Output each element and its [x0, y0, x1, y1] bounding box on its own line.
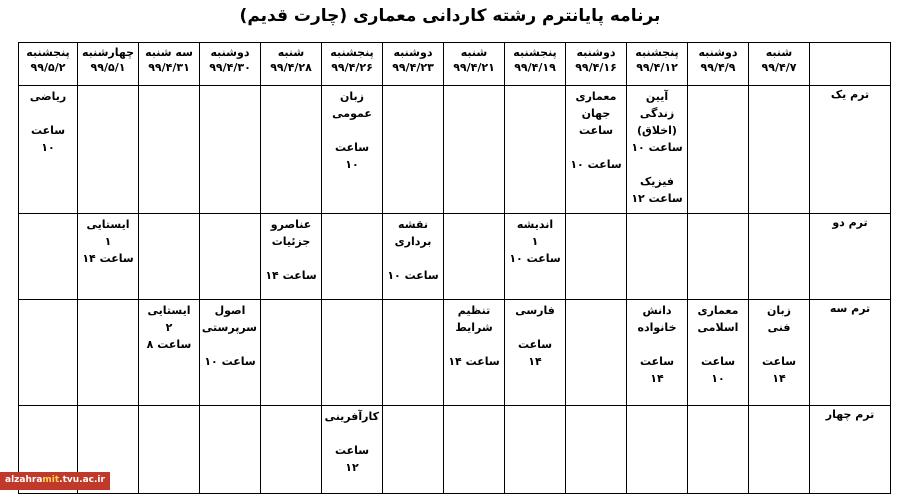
schedule-cell — [505, 86, 566, 214]
schedule-cell — [627, 214, 688, 300]
schedule-cell: نقشه برداری ساعت ۱۰ — [383, 214, 444, 300]
schedule-cell — [627, 406, 688, 494]
row-label: ترم سه — [810, 300, 891, 406]
schedule-cell — [444, 406, 505, 494]
schedule-cell — [566, 406, 627, 494]
schedule-cell — [566, 300, 627, 406]
schedule-cell: معماری جهان ساعت ساعت ۱۰ — [566, 86, 627, 214]
schedule-cell — [383, 86, 444, 214]
schedule-cell — [444, 214, 505, 300]
schedule-cell — [200, 86, 261, 214]
table-row — [19, 406, 891, 494]
schedule-cell: ریاضی ساعت ۱۰ — [19, 86, 78, 214]
column-header: شنبه ۹۹/۴/۷ — [749, 43, 810, 86]
column-header: شنبه ۹۹/۴/۲۸ — [261, 43, 322, 86]
schedule-cell: اندیشه ۱ ساعت ۱۰ — [505, 214, 566, 300]
corner-cell — [810, 43, 891, 86]
schedule-cell — [261, 86, 322, 214]
schedule-cell: معماری اسلامی ساعت ۱۰ — [688, 300, 749, 406]
schedule-cell — [322, 300, 383, 406]
schedule-cell: ایستایی ۲ ساعت ۸ — [139, 300, 200, 406]
schedule-cell: آیین زندگی (اخلاق) ساعت ۱۰ فیزیک ساعت ۱۲ — [627, 86, 688, 214]
schedule-cell — [261, 406, 322, 494]
schedule-cell — [444, 86, 505, 214]
schedule-cell — [749, 214, 810, 300]
schedule-cell — [749, 406, 810, 494]
schedule-cell — [261, 300, 322, 406]
exam-schedule-table — [18, 42, 891, 494]
table-row — [19, 214, 891, 300]
schedule-cell — [688, 214, 749, 300]
schedule-cell — [688, 406, 749, 494]
schedule-wrapper — [18, 42, 891, 490]
schedule-cell — [383, 406, 444, 494]
schedule-cell — [19, 300, 78, 406]
column-header: پنجشنبه ۹۹/۴/۱۹ — [505, 43, 566, 86]
page-title: برنامه پایانترم رشته کاردانی معماری (چارت قدیم) — [239, 6, 661, 26]
schedule-cell — [139, 214, 200, 300]
schedule-cell — [383, 300, 444, 406]
column-header: پنجشنبه ۹۹/۵/۲ — [19, 43, 78, 86]
schedule-cell — [749, 86, 810, 214]
schedule-cell — [139, 86, 200, 214]
site-watermark: alzahramit.tvu.ac.ir — [0, 472, 110, 490]
schedule-cell: تنظیم شرایط ساعت ۱۴ — [444, 300, 505, 406]
schedule-cell: کارآفرینی ساعت ۱۲ — [322, 406, 383, 494]
table-row — [19, 86, 891, 214]
column-header: دوشنبه ۹۹/۴/۱۶ — [566, 43, 627, 86]
column-header: پنجشنبه ۹۹/۴/۲۶ — [322, 43, 383, 86]
schedule-cell — [200, 214, 261, 300]
row-label: ترم یک — [810, 86, 891, 214]
schedule-cell: زبان فنی ساعت ۱۴ — [749, 300, 810, 406]
schedule-cell: زبان عمومی ساعت ۱۰ — [322, 86, 383, 214]
column-header: دوشنبه ۹۹/۴/۹ — [688, 43, 749, 86]
schedule-cell: عناصرو جزئیات ساعت ۱۴ — [261, 214, 322, 300]
schedule-cell: اصول سرپرستی ساعت ۱۰ — [200, 300, 261, 406]
row-label: ترم چهار — [810, 406, 891, 494]
header-row — [19, 43, 891, 86]
schedule-cell: ایستایی ۱ ساعت ۱۴ — [78, 214, 139, 300]
column-header: دوشنبه ۹۹/۴/۲۳ — [383, 43, 444, 86]
table-row — [19, 300, 891, 406]
schedule-cell — [688, 86, 749, 214]
schedule-cell: فارسی ساعت ۱۴ — [505, 300, 566, 406]
column-header: چهارشنبه ۹۹/۵/۱ — [78, 43, 139, 86]
schedule-cell — [566, 214, 627, 300]
schedule-cell — [139, 406, 200, 494]
schedule-cell — [200, 406, 261, 494]
column-header: دوشنبه ۹۹/۴/۳۰ — [200, 43, 261, 86]
schedule-cell — [78, 86, 139, 214]
schedule-cell — [505, 406, 566, 494]
column-header: سه شنبه ۹۹/۴/۳۱ — [139, 43, 200, 86]
schedule-cell — [19, 214, 78, 300]
column-header: شنبه ۹۹/۴/۲۱ — [444, 43, 505, 86]
schedule-cell — [322, 214, 383, 300]
schedule-cell: دانش خانواده ساعت ۱۴ — [627, 300, 688, 406]
row-label: ترم دو — [810, 214, 891, 300]
schedule-cell — [78, 300, 139, 406]
column-header: پنجشنبه ۹۹/۴/۱۲ — [627, 43, 688, 86]
